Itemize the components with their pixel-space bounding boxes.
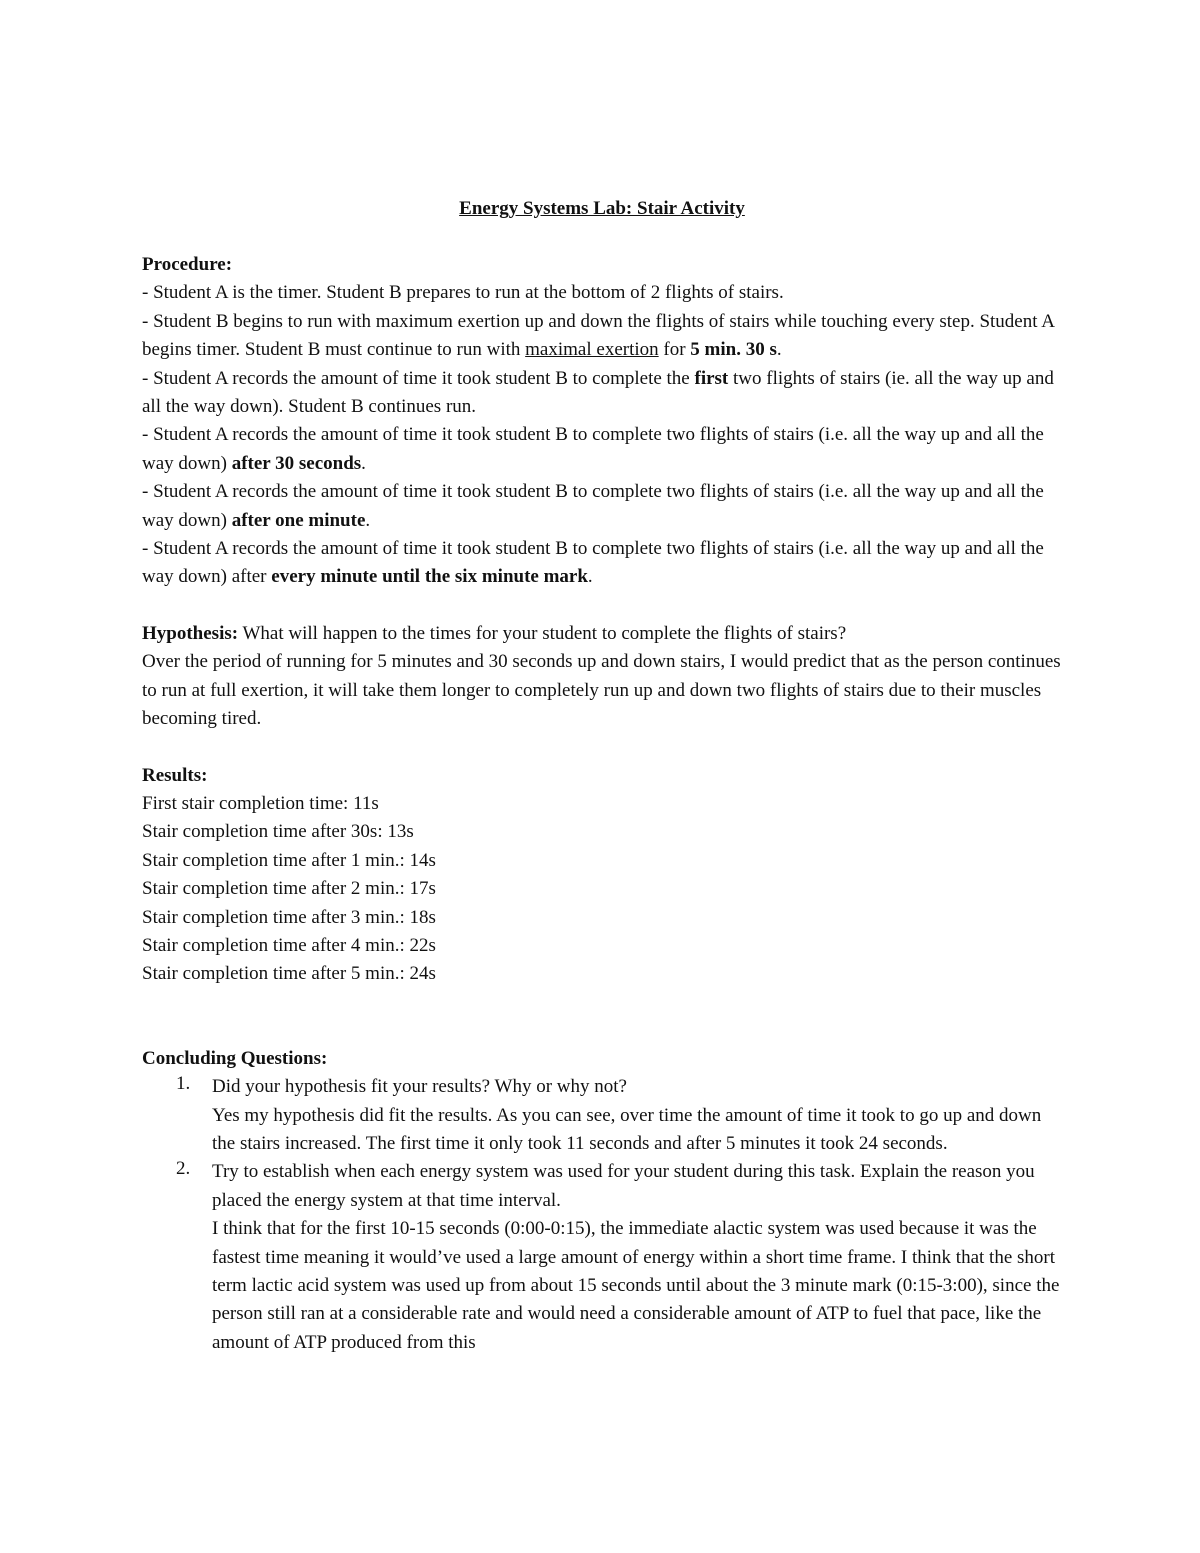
hypothesis-heading: Hypothesis: [142,622,239,644]
procedure-step-4 [142,421,1062,478]
spacer [142,734,1062,762]
procedure-step-1: - Student A is the timer. Student B prepares to run at the bottom of 2 flights of stairs. [142,282,784,304]
answer-text: Yes my hypothesis did fit the results. As you can see, over time the amount of time it took to go up and down the stairs increased. The first time it only took 11 seconds and after 5 minutes it took 24 seconds. [212,1104,1042,1154]
procedure-step-3-bold: first [694,367,729,389]
list-item [142,1073,1062,1158]
procedure-step-4-bold: after 30 seconds [231,452,362,474]
procedure-step-2-end: . [776,339,782,361]
concluding-heading: Concluding Questions: [142,1047,328,1069]
procedure-step-3-text-b: two flights of stairs (ie. all the way up and all the way down). Student B continues run. [142,367,1054,418]
hypothesis-question: What will happen to the times for your student to complete the flights of stairs? [238,622,847,644]
answer-text: I think that for the first 10-15 seconds (0:00-0:15), the immediate alactic system was used because it was the fastest time meaning it would’ve used a large amount of energy within a short time frame. I think that the short term lactic acid system was used up from about 15 seconds until about the 3 minute mark (0:15-3:00), since the person still ran at a considerable rate and would need a considerable amount of ATP to fuel that pace, like the amount of ATP produced from this [212,1218,1060,1353]
question-text: Did your hypothesis fit your results? Why or why not? [212,1076,627,1098]
procedure-step-3-text: - Student A records the amount of time it took student B to complete the [142,367,695,389]
procedure-step-2 [142,308,1062,365]
question-text: Try to establish when each energy system was used for your student during this task. Explain the reason you placed the energy system at that time interval. [212,1161,1035,1211]
spacer [142,592,1062,620]
results-heading: Results: [142,764,208,786]
hypothesis-question-line [142,620,1062,648]
procedure-heading: Procedure: [142,254,233,275]
procedure-step-5-end: . [365,509,371,531]
concluding-questions-list [142,1073,1062,1357]
procedure-step-5 [142,478,1062,535]
result-line: Stair completion time after 3 min.: 18s [142,906,436,928]
procedure-step-2-underline: maximal exertion [525,339,659,361]
procedure-step-2-text-b: for [658,339,691,361]
result-line: First stair completion time: 11s [142,792,379,814]
procedure-step-3 [142,365,1062,422]
procedure-step-2-bold: 5 min. 30 s [690,339,777,361]
document-title: Energy Systems Lab: Stair Activity [459,198,745,219]
result-line: Stair completion time after 5 min.: 24s [142,963,436,985]
procedure-step-5-text: - Student A records the amount of time it took student B to complete two flights of stairs (i.e. all the way up and all the way down) [142,481,1044,531]
results-list [142,790,1062,989]
procedure-step-2-text: - Student B begins to run with maximum exertion up and down the flights of stairs while touching every step. Student A begins timer. Student B must continue to run with [142,310,1054,361]
hypothesis-answer: Over the period of running for 5 minutes and 30 seconds up and down stairs, I would predict that as the person continues to run at full exertion, it will take them longer to completely run up and down two flights of stairs due to their muscles becoming tired. [142,651,1061,730]
spacer [142,989,1062,1045]
question-number: 1. [176,1073,191,1095]
result-line: Stair completion time after 1 min.: 14s [142,849,436,871]
procedure-step-4-text: - Student A records the amount of time it took student B to complete two flights of stairs (i.e. all the way up and all the way down) [142,424,1044,474]
result-line: Stair completion time after 4 min.: 22s [142,934,436,956]
procedure-step-6-text: - Student A records the amount of time it took student B to complete two flights of stairs (i.e. all the way up and all the way down) after [142,538,1044,588]
procedure-step-5-bold: after one minute [231,509,366,531]
result-line: Stair completion time after 2 min.: 17s [142,878,436,900]
document-page [142,195,1062,1357]
question-number: 2. [176,1158,191,1180]
result-line: Stair completion time after 30s: 13s [142,821,414,843]
list-item [142,1158,1062,1357]
procedure-step-6-bold: every minute until the six minute mark [271,566,588,588]
procedure-step-4-end: . [361,452,366,474]
procedure-step-6 [142,535,1062,592]
procedure-step-6-end: . [587,566,593,588]
